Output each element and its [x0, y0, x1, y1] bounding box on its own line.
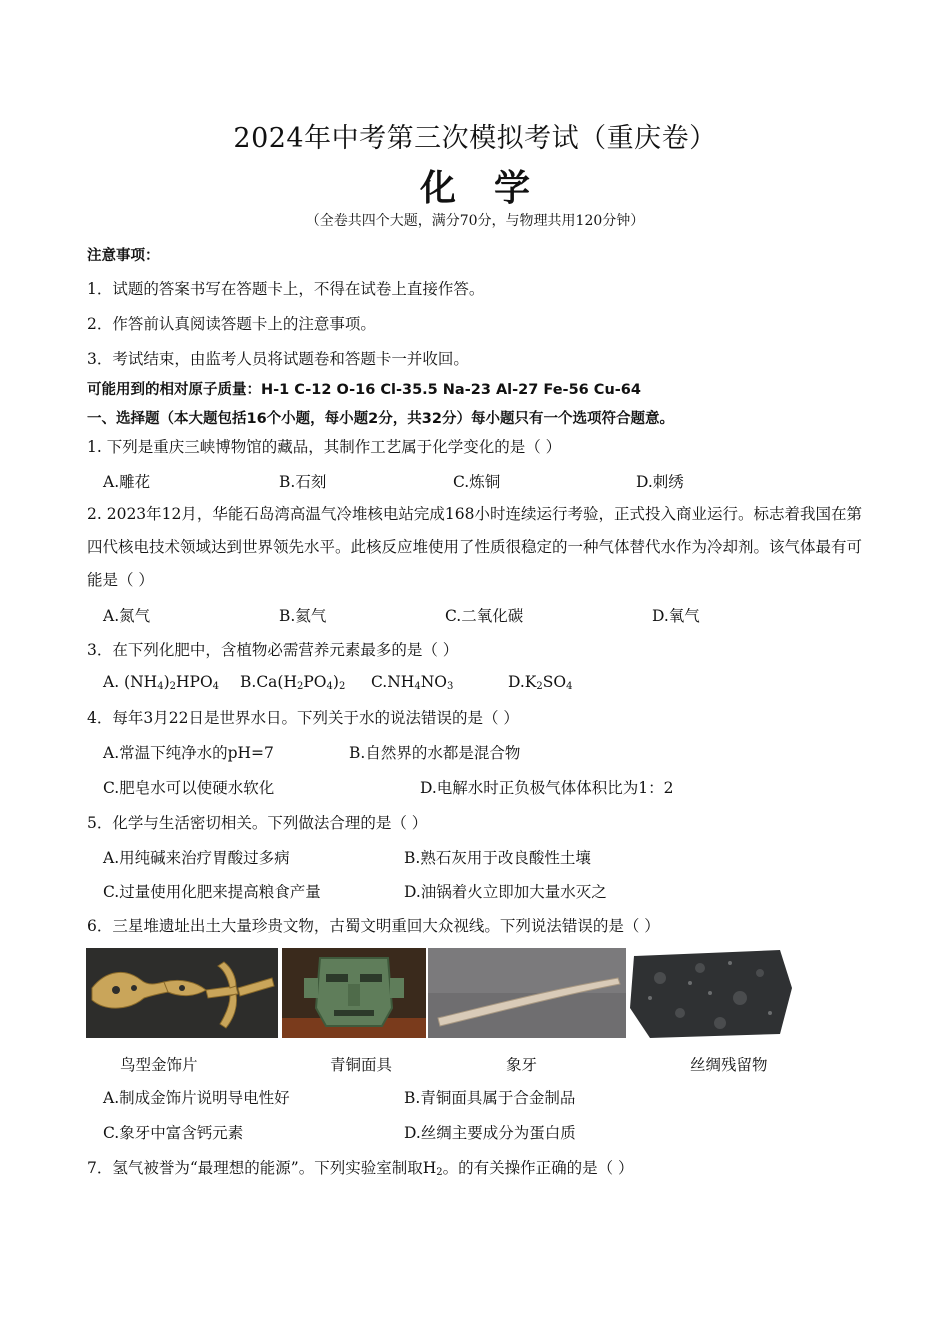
subject-title: 化学: [419, 167, 568, 209]
q1-stem: 1. 下列是重庆三峡博物馆的藏品，其制作工艺属于化学变化的是（ ）: [87, 438, 562, 456]
q2-option-c: C.二氧化碳: [445, 607, 524, 625]
q3-option-d: $D.K_2SO_4$: [508, 673, 573, 692]
ivory-image: [428, 948, 626, 1038]
q6-option-b: B.青铜面具属于合金制品: [404, 1089, 576, 1107]
notice-item: 3．考试结束，由监考人员将试题卷和答题卡一并收回。: [87, 350, 469, 368]
q1-option-a: A.雕花: [103, 473, 151, 491]
q1-option-d: D.刺绣: [636, 473, 684, 491]
q4-option-a: A.常温下纯净水的pH=7: [103, 744, 274, 762]
q5-option-c: C.过量使用化肥来提高粮食产量: [103, 883, 321, 901]
notice-item: 1．试题的答案书写在答题卡上，不得在试卷上直接作答。: [87, 280, 485, 298]
q4-stem: 4．每年3月22日是世界水日。下列关于水的说法错误的是（ ）: [87, 709, 519, 727]
q1-option-b: B.石刻: [279, 473, 327, 491]
q6-stem: 6．三星堆遗址出土大量珍贵文物，古蜀文明重回大众视线。下列说法错误的是（ ）: [87, 917, 660, 935]
notice-item: 2．作答前认真阅读答题卡上的注意事项。: [87, 315, 376, 333]
q4-option-d: D.电解水时正负极气体体积比为1：2: [420, 779, 674, 797]
q5-option-a: A.用纯碱来治疗胃酸过多病: [103, 849, 290, 867]
q2-option-a: A.氮气: [103, 607, 151, 625]
image-caption: 象牙: [506, 1056, 538, 1074]
q5-option-d: D.油锅着火立即加大量水灭之: [404, 883, 607, 901]
image-caption: 鸟型金饰片: [120, 1056, 198, 1074]
exam-title: 2024年中考第三次模拟考试（重庆卷）: [233, 123, 717, 154]
notices-heading: 注意事项：: [87, 248, 160, 264]
q6-option-d: D.丝绸主要成分为蛋白质: [404, 1124, 576, 1142]
q5-option-b: B.熟石灰用于改良酸性土壤: [404, 849, 591, 867]
q6-option-a: A.制成金饰片说明导电性好: [103, 1089, 290, 1107]
q4-option-c: C.肥皂水可以使硬水软化: [103, 779, 275, 797]
q6-option-c: C.象牙中富含钙元素: [103, 1124, 244, 1142]
q3-option-c: $C.NH_4NO_3$: [371, 673, 454, 692]
q4-option-b: B.自然界的水都是混合物: [349, 744, 521, 762]
image-caption: 丝绸残留物: [690, 1056, 768, 1074]
q5-stem: 5．化学与生活密切相关。下列做法合理的是（ ）: [87, 814, 428, 832]
q7-stem: 7．氢气被誉为“最理想的能源”。下列实验室制取$H_2$。的有关操作正确的是（ ）: [87, 1159, 634, 1178]
silk-residue-image: [630, 948, 794, 1038]
image-caption: 青铜面具: [330, 1056, 393, 1074]
q2-option-b: B.氦气: [279, 607, 327, 625]
q2-option-d: D.氧气: [652, 607, 700, 625]
q3-option-b: $B.Ca(H_2PO_4)_2$: [240, 673, 346, 692]
exam-note: （全卷共四个大题，满分70分，与物理共用120分钟）: [305, 213, 645, 229]
section1-heading: 一、选择题（本大题包括16个小题，每小题2分，共32分）每小题只有一个选项符合题意。: [87, 411, 674, 427]
q2-stem: 2. 2023年12月，华能石岛湾高温气冷堆核电站完成168小时连续运行考验，正式投入商业运行。标志着我国在第四代核电技术领域达到世界领先水平。此核反应堆使用了性质很稳定的一种气体替代水作为冷却剂。该气体最有可能是（ ）: [87, 505, 863, 589]
q1-option-c: C.炼铜: [453, 473, 501, 491]
q3-stem: 3．在下列化肥中，含植物必需营养元素最多的是（ ）: [87, 641, 459, 659]
bronze-mask-image: [282, 948, 426, 1038]
q3-option-a: A. $(NH_4)_2HPO_4$: [103, 673, 220, 692]
gold-bird-ornament-image: [86, 948, 278, 1038]
atomic-mass-line: 可能用到的相对原子质量：H-1 C-12 O-16 Cl-35.5 Na-23 Al-27 Fe-56 Cu-64: [87, 382, 641, 398]
